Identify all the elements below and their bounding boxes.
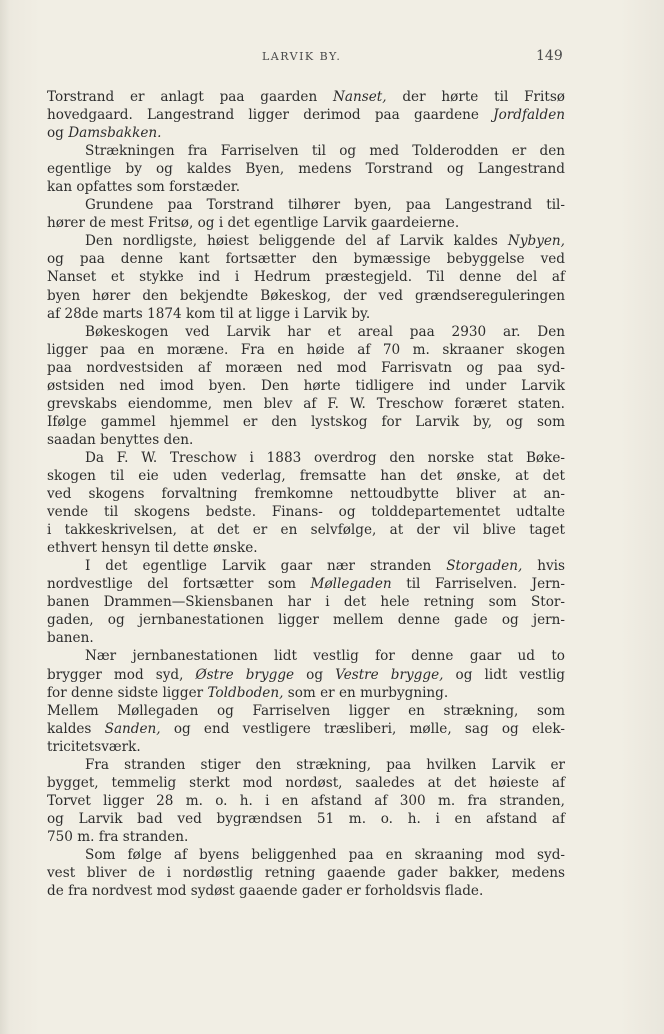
text-run: i takkeskrivelsen, at det er en selvfølge, at der vil blive taget: [47, 522, 565, 539]
text-run: kaldes: [47, 720, 105, 737]
page-header: [0, 50, 664, 70]
text-run: Strækningen fra Farriselven til og med Tolderodden er den: [85, 143, 565, 160]
text-line: [47, 792, 565, 810]
text-line: [47, 575, 565, 593]
italic-name: Vestre brygge,: [335, 666, 444, 683]
text-line: [47, 720, 565, 738]
text-line: [47, 214, 565, 232]
text-run: for denne sidste ligger: [47, 684, 208, 701]
text-line: [47, 395, 565, 413]
text-line: [47, 142, 565, 160]
text-run: der hørte til Fritsø: [386, 89, 565, 105]
italic-name: Jordfalden: [493, 107, 565, 124]
text-line: [47, 629, 565, 647]
text-run: banen.: [47, 630, 94, 647]
text-line: [47, 503, 565, 521]
text-line: [47, 232, 565, 250]
text-run: Mellem Møllegaden og Farriselven ligger en strækning, som: [47, 702, 565, 719]
text-run: Bøkeskogen ved Larvik har et areal paa 2930 ar. Den: [85, 323, 565, 340]
text-run: og paa denne kant fortsætter den bymæssige bebyggelse ved: [47, 251, 565, 268]
italic-name: Møllegaden: [310, 576, 392, 593]
text-line: [47, 846, 565, 864]
text-line: [47, 756, 565, 774]
text-line: [47, 413, 565, 431]
italic-name: Sanden,: [104, 720, 161, 737]
text-line: [47, 828, 565, 846]
text-run: Den nordligste, høiest beliggende del af Larvik kaldes: [85, 233, 508, 250]
text-line: [47, 810, 565, 828]
text-run: som er en murbygning.: [283, 684, 449, 701]
text-run: egentlige by og kaldes Byen, medens Torstrand og Langestrand: [47, 161, 565, 178]
text-run: skogen til eie uden vederlag, fremsatte han det ønske, at det: [47, 467, 565, 484]
text-run: byen hører den bekjendte Bøkeskog, der ved grændsereguleringen: [47, 287, 565, 304]
text-run: Nanset et stykke ind i Hedrum præstegjeld. Til denne del af: [47, 269, 565, 286]
text-run: ved skogens forvaltning fremkomne nettoudbytte bliver at an-: [47, 486, 565, 503]
text-line: [47, 341, 565, 359]
text-run: og Larvik bad ved bygrændsen 51 m. o. h. i en afstand af: [47, 810, 565, 827]
italic-name: Nybyen,: [507, 233, 565, 250]
text-run: og: [47, 125, 69, 142]
text-run: I det egentlige Larvik gaar nær stranden: [85, 558, 447, 575]
text-line: [47, 124, 565, 142]
text-line: [47, 196, 565, 214]
text-run: og lidt vestlig: [443, 666, 565, 683]
text-line: [47, 250, 565, 268]
text-line: [47, 431, 565, 449]
text-line: [47, 666, 565, 684]
body-text: [47, 88, 565, 900]
text-run: til Farriselven. Jern-: [391, 576, 565, 593]
text-run: vende til skogens bedste. Finans- og tolddepartementet udtalte: [47, 504, 565, 521]
text-line: [47, 178, 565, 196]
text-run: Grundene paa Torstrand tilhører byen, paa Langestrand til-: [85, 197, 565, 214]
text-line: [47, 359, 565, 377]
running-title: LARVIK BY.: [262, 50, 342, 63]
text-run: grevskabs eiendomme, men blev af F. W. Treschow foræret staten.: [47, 395, 565, 412]
text-run: Ifølge gammel hjemmel er den lystskog for Larvik by, og som: [47, 413, 565, 430]
text-run: ethvert hensyn til dette ønske.: [47, 540, 258, 557]
text-line: [47, 467, 565, 485]
italic-name: Damsbakken.: [68, 125, 162, 142]
text-line: [47, 557, 565, 575]
text-line: [47, 323, 565, 341]
text-line: [47, 305, 565, 323]
text-line: [47, 882, 565, 900]
text-run: de fra nordvest mod sydøst gaaende gader er forholdsvis flade.: [47, 883, 484, 900]
text-run: hører de mest Fritsø, og i det egentlige Larvik gaardeierne.: [47, 215, 460, 232]
text-run: tricitetsværk.: [47, 738, 141, 755]
text-line: [47, 539, 565, 557]
text-run: Nær jernbanestationen lidt vestlig for denne gaar ud to: [85, 648, 565, 665]
text-run: banen Drammen—Skiensbanen har i det hele retning som Stor-: [47, 594, 565, 611]
text-run: nordvestlige del fortsætter som: [47, 576, 311, 593]
text-run: Fra stranden stiger den strækning, paa hvilken Larvik er: [85, 756, 565, 773]
italic-name: Nanset,: [333, 89, 387, 105]
text-run: gaden, og jernbanestationen ligger mellem denne gade og jern-: [47, 612, 565, 629]
text-run: østsiden ned imod byen. Den hørte tidligere ind under Larvik: [47, 377, 565, 394]
text-run: 750 m. fra stranden.: [47, 828, 189, 845]
text-line: [47, 160, 565, 178]
italic-name: Toldboden,: [207, 684, 284, 701]
text-line: [47, 593, 565, 611]
text-run: kan opfattes som forstæder.: [47, 179, 241, 196]
text-run: hvis: [522, 558, 565, 575]
text-run: vest bliver de i nordøstlig retning gaaende gader bakker, medens: [47, 865, 565, 882]
italic-name: Østre brygge: [195, 666, 295, 683]
text-run: saadan benyttes den.: [47, 431, 194, 448]
text-line: [47, 449, 565, 467]
text-run: og end vestligere træsliberi, mølle, sag og elek-: [160, 720, 565, 737]
text-line: [47, 611, 565, 629]
text-line: [47, 287, 565, 305]
text-run: Som følge af byens beliggenhed paa en skraaning mod syd-: [85, 846, 565, 863]
text-line: [47, 268, 565, 286]
text-run: Da F. W. Treschow i 1883 overdrog den norske stat Bøke-: [85, 449, 565, 466]
text-run: og: [294, 666, 336, 683]
text-line: [47, 774, 565, 792]
text-line: [47, 684, 565, 702]
text-run: ligger paa en moræne. Fra en høide af 70 m. skraaner skogen: [47, 341, 565, 358]
text-line: [47, 377, 565, 395]
text-run: Torstrand er anlagt paa gaarden: [47, 89, 333, 105]
text-line: [47, 485, 565, 503]
text-line: [47, 88, 565, 106]
text-run: hovedgaard. Langestrand ligger derimod paa gaardene: [47, 107, 494, 124]
text-line: [47, 647, 565, 665]
text-run: bygget, temmelig sterkt mod nordøst, saaledes at det høieste af: [47, 774, 565, 791]
text-line: [47, 521, 565, 539]
text-run: af 28de marts 1874 kom til at ligge i Larvik by.: [47, 305, 371, 322]
page-number: 149: [536, 48, 563, 64]
text-line: [47, 864, 565, 882]
text-run: brygger mod syd,: [47, 666, 196, 683]
text-line: [47, 738, 565, 756]
text-line: [47, 106, 565, 124]
italic-name: Storgaden,: [446, 558, 523, 575]
text-run: paa nordvestsiden af moræen ned mod Farrisvatn og paa syd-: [47, 359, 565, 376]
text-line: [47, 702, 565, 720]
text-run: Torvet ligger 28 m. o. h. i en afstand af 300 m. fra stranden,: [47, 792, 565, 809]
